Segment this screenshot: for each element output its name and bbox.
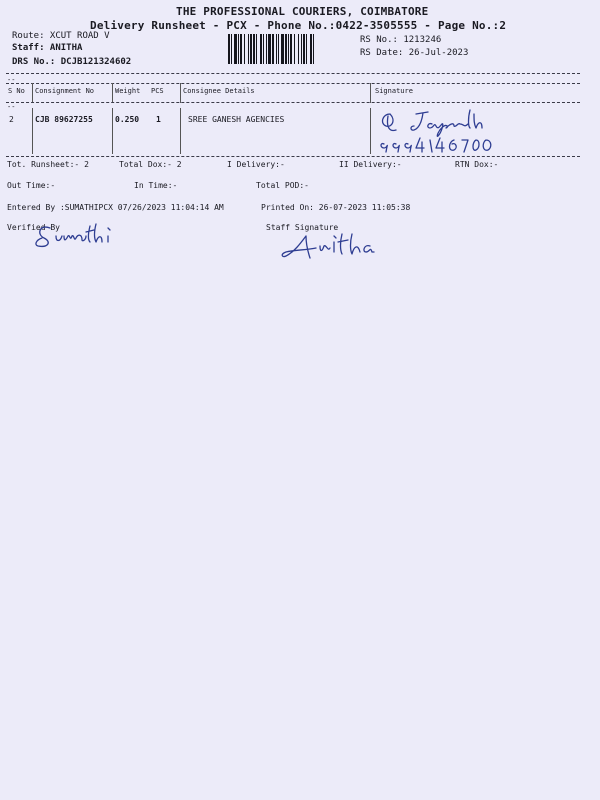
divider (6, 102, 580, 103)
continuation-mark: -- (7, 103, 16, 111)
total-dox: Total Dox:- 2 (119, 160, 182, 169)
runsheet-subtitle: Delivery Runsheet - PCX - Phone No.:0422-3505555 - Page No.:2 (90, 19, 507, 32)
column-rule (370, 108, 371, 154)
total-runsheet: Tot. Runsheet:- 2 (7, 160, 89, 169)
col-header-signature: Signature (375, 87, 413, 95)
staff-label: Staff: ANITHA (12, 43, 83, 53)
continuation-mark: -- (7, 76, 16, 84)
column-rule (370, 83, 371, 103)
divider (6, 73, 580, 74)
entered-by: Entered By :SUMATHIPCX 07/26/2023 11:04:14 AM (7, 203, 224, 212)
col-header-consignee: Consignee Details (183, 87, 255, 95)
drs-number: DRS No.: DCJB121324602 (12, 57, 132, 67)
row-weight: 0.250 (115, 115, 140, 124)
col-header-consignment: Consignment No (35, 87, 95, 95)
divider (6, 83, 580, 84)
column-rule (112, 83, 113, 103)
staff-signature (276, 230, 386, 264)
column-rule (32, 108, 33, 154)
divider (6, 156, 580, 157)
column-rule (180, 83, 181, 103)
out-time: Out Time:- (7, 181, 56, 190)
column-rule (112, 108, 113, 154)
i-delivery: I Delivery:- (227, 160, 285, 169)
rs-number: RS No.: 1213246 (360, 35, 442, 45)
verified-by-signature (30, 220, 130, 250)
in-time: In Time:- (134, 181, 178, 190)
rtn-dox: RTN Dox:- (455, 160, 499, 169)
rs-date: RS Date: 26-Jul-2023 (360, 48, 469, 58)
row-sno: 2 (9, 115, 14, 124)
ii-delivery: II Delivery:- (339, 160, 402, 169)
column-rule (32, 83, 33, 103)
row-consignment: CJB 89627255 (35, 115, 93, 124)
printed-on: Printed On: 26-07-2023 11:05:38 (261, 203, 411, 212)
col-header-pcs: PCS (151, 87, 164, 95)
row-pcs: 1 (156, 115, 161, 124)
column-rule (180, 108, 181, 154)
receiver-signature (376, 106, 506, 160)
total-pod: Total POD:- (256, 181, 309, 190)
route-label: Route: XCUT ROAD V (12, 31, 110, 41)
barcode (228, 34, 352, 64)
company-title: THE PROFESSIONAL COURIERS, COIMBATORE (176, 5, 429, 18)
col-header-weight: Weight (115, 87, 141, 95)
staff-signature-label: Staff Signature (266, 223, 339, 232)
col-header-sno: S No (8, 87, 25, 95)
verified-by-label: Verified By (7, 223, 60, 232)
row-consignee: SREE GANESH AGENCIES (188, 115, 285, 124)
